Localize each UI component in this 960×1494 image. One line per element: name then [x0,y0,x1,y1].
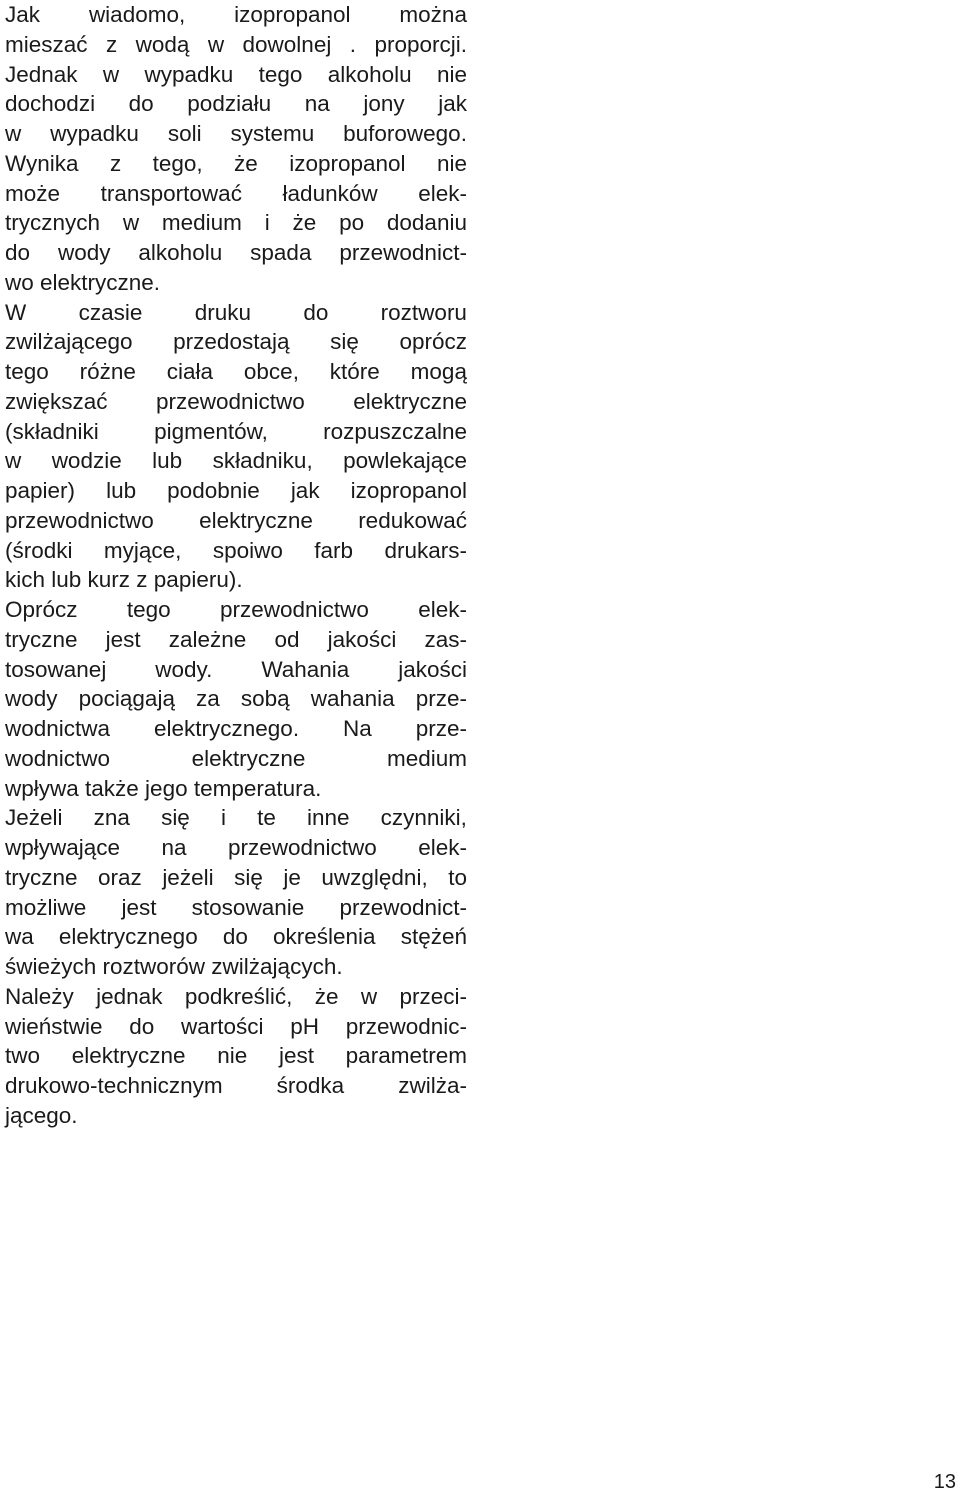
paragraph [5,298,467,596]
text-line: może transportować ładunków elek- [5,180,467,206]
text-line: dochodzi do podziału na jony jak [5,91,467,117]
text-line: wpływa także jego temperatura. [5,775,322,801]
text-line: wodnictwa elektrycznego. Na prze- [5,716,467,741]
text-line: możliwe jest stosowanie przewodnict- [5,894,467,920]
text-line: wa elektrycznego do określenia stężeń [5,924,467,950]
text-line: (środki myjące, spoiwo farb drukars- [5,537,467,563]
text-line: W czasie druku do roztworu [5,299,467,325]
text-line: Należy jednak podkreślić, że w przeci- [5,983,467,1009]
text-line: Wynika z tego, że izopropanol nie [5,150,467,176]
text-line: papier) lub podobnie jak izopropanol [5,478,467,503]
text-line: trycznych w medium i że po dodaniu [5,210,467,236]
page-number: 13 [933,1471,956,1493]
text-line: tosowanej wody. Wahania jakości [5,656,467,682]
text-line: mieszać z wodą w dowolnej . proporcji. [5,31,467,57]
text-line: wpływające na przewodnictwo elek- [5,835,467,860]
paragraph [5,803,467,982]
text-line: two elektryczne nie jest parametrem [5,1043,467,1069]
text-line: w wodzie lub składniku, powlekające [5,448,467,474]
text-line: Jak wiadomo, izopropanol można [5,2,467,27]
text-line: tego różne ciała obce, które mogą [5,359,467,384]
text-line: Jednak w wypadku tego alkoholu nie [5,61,467,87]
text-line: wieństwie do wartości pH przewodnic- [5,1013,467,1039]
text-line: przewodnictwo elektryczne redukować [5,507,467,533]
text-line: jącego. [5,1102,78,1128]
paragraph [5,982,467,1131]
text-line: Oprócz tego przewodnictwo elek- [5,597,467,622]
text-line: zwilżającego przedostają się oprócz [5,329,467,355]
text-line: tryczne jest zależne od jakości zas- [5,626,467,652]
text-line: wodnictwo elektryczne medium [5,745,467,771]
text-line: tryczne oraz jeżeli się je uwzględni, to [5,864,467,890]
text-line: drukowo-technicznym środka zwilża- [5,1073,467,1098]
text-line: zwiększać przewodnictwo elektryczne [5,388,467,414]
text-column [5,0,467,1131]
text-line: kich lub kurz z papieru). [5,567,243,593]
text-line: do wody alkoholu spada przewodnict- [5,240,467,265]
text-line: Jeżeli zna się i te inne czynniki, [5,805,467,831]
paragraph [5,595,467,803]
text-line: wo elektryczne. [5,269,161,295]
text-line: wody pociągają za sobą wahania prze- [5,686,467,712]
text-line: świeżych roztworów zwilżających. [5,954,343,979]
paragraph [5,0,467,298]
text-line: w wypadku soli systemu buforowego. [5,121,467,146]
text-line: (składniki pigmentów, rozpuszczalne [5,418,467,444]
